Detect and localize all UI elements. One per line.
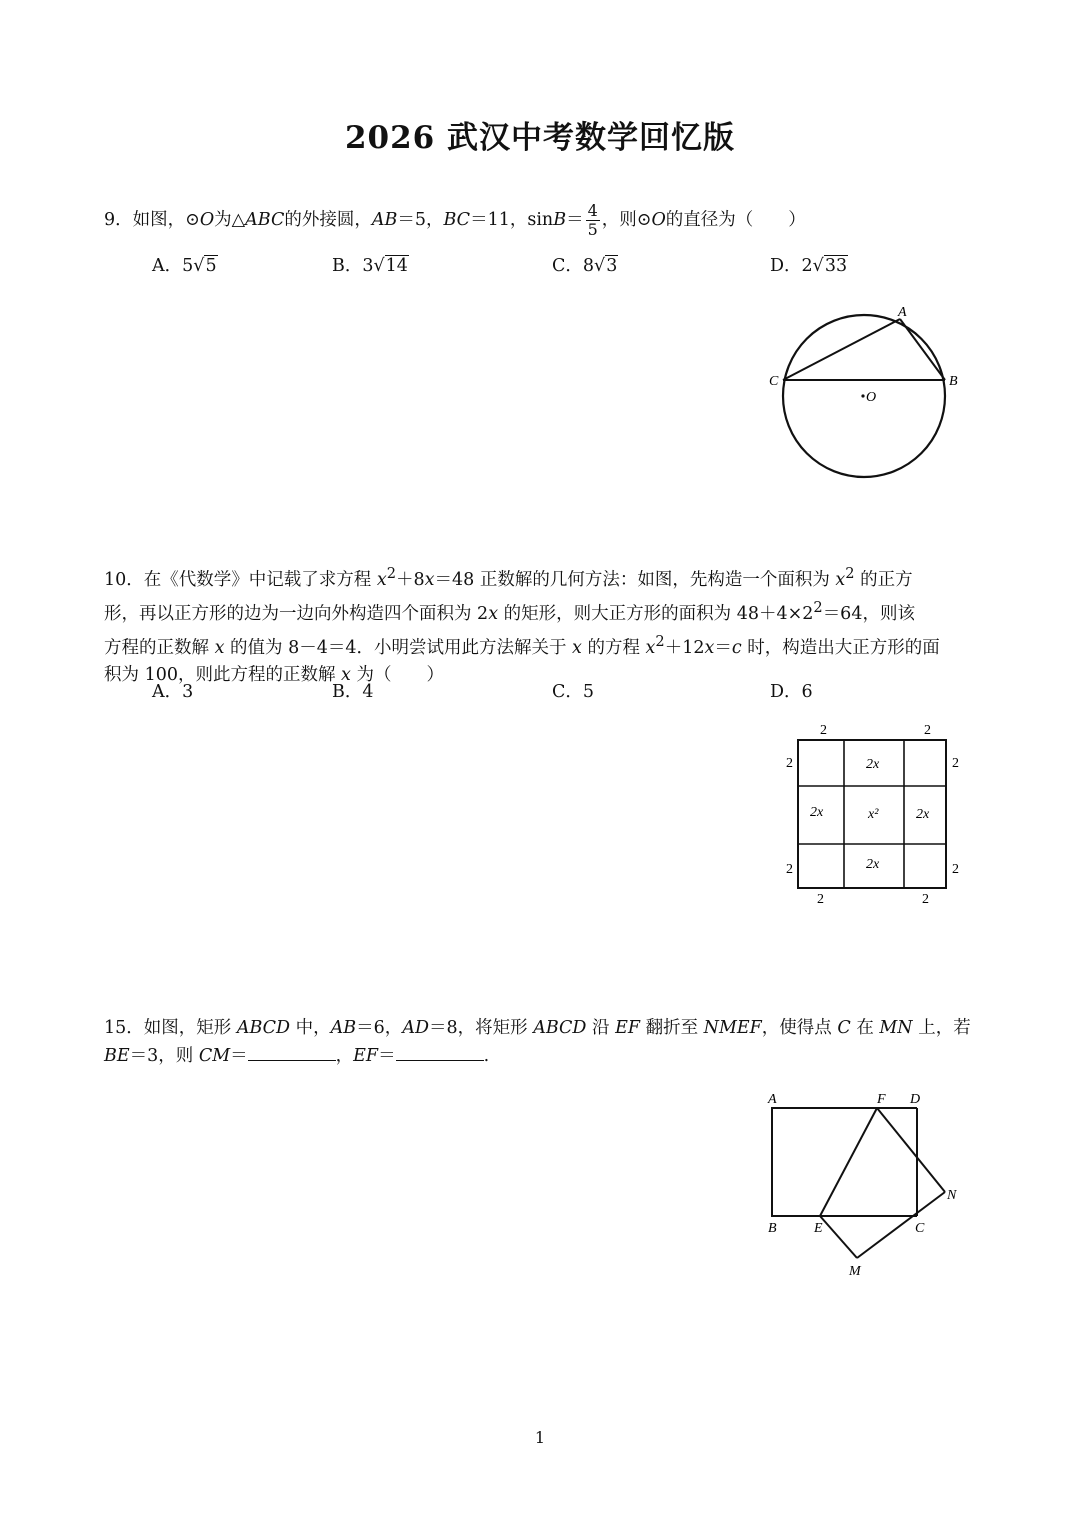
var: EF — [615, 1018, 640, 1038]
var: ABCD — [236, 1018, 291, 1038]
page-number: 1 — [534, 1428, 546, 1447]
radicand: 14 — [385, 256, 408, 276]
q15-line-2 — [104, 1042, 984, 1070]
dim-label: 2 — [922, 892, 929, 907]
radicand: 3 — [606, 256, 618, 276]
var: x — [704, 637, 715, 658]
area-label: 2x — [866, 757, 880, 772]
dim-label: 2 — [952, 862, 959, 877]
var: BC — [443, 210, 471, 230]
text: ＋12 — [664, 637, 705, 658]
q9-circle-figure — [760, 300, 970, 490]
q10-option-d[interactable] — [770, 678, 813, 703]
text: 的矩形，则大正方形的面积为 48＋4×2 — [498, 603, 814, 624]
q10-square-figure — [780, 718, 970, 908]
coef: 2 — [801, 256, 813, 276]
text: 在 — [850, 1018, 880, 1038]
option-label: A． — [152, 682, 183, 702]
area-label: 2x — [866, 857, 880, 872]
radicand: 33 — [824, 256, 848, 276]
text: 翻折至 — [640, 1018, 704, 1038]
var: MN — [879, 1018, 913, 1038]
q9-option-a[interactable] — [152, 252, 218, 277]
var: ABCD — [533, 1018, 587, 1038]
label-e: E — [814, 1221, 823, 1236]
var: O — [651, 210, 666, 230]
var: x — [341, 665, 351, 686]
text: ＝5， — [397, 210, 444, 230]
var: O — [199, 210, 215, 230]
option-value: 5 — [582, 682, 595, 702]
coef: 3 — [362, 256, 374, 276]
label-c: C — [769, 374, 779, 389]
text: 时，构造出大正方形的面 — [741, 637, 940, 658]
var: x — [424, 569, 435, 590]
var: x — [376, 569, 387, 590]
segment-fe — [820, 1108, 877, 1216]
rectangle-abcd-remaining — [772, 1108, 877, 1216]
question-10-stem — [104, 560, 984, 689]
fraction-numerator: 4 — [587, 201, 598, 220]
coef: 5 — [182, 256, 194, 276]
dim-label: 2 — [820, 723, 827, 738]
text: 为△ — [214, 210, 246, 230]
text: 中， — [290, 1018, 331, 1038]
option-label: A． — [152, 256, 183, 276]
text: 上，若 — [912, 1018, 971, 1038]
label-a: A — [768, 1092, 777, 1107]
var: x — [214, 637, 225, 658]
var: x — [645, 637, 656, 658]
dim-label: 2 — [952, 756, 959, 771]
area-label-center: x² — [868, 807, 879, 822]
segment-ab — [900, 319, 945, 380]
q15-fold-figure — [760, 1086, 970, 1282]
fraction — [586, 202, 600, 239]
text: 如图，⊙ — [132, 210, 200, 230]
q10-option-c[interactable] — [552, 678, 594, 703]
text: 沿 — [586, 1018, 616, 1038]
text: 的外接圆， — [284, 210, 372, 230]
text: 如图，矩形 — [143, 1018, 237, 1038]
dim-label: 2 — [924, 723, 931, 738]
var: AD — [402, 1018, 429, 1038]
var: AB — [371, 210, 398, 230]
answer-blank-ef[interactable] — [396, 1042, 484, 1061]
var: C — [837, 1018, 851, 1038]
text: 在《代数学》中记载了求方程 — [143, 569, 377, 590]
text: 积为 100，则此方程的正数解 — [104, 665, 342, 686]
text: ＝8，将矩形 — [428, 1018, 534, 1038]
q10-line-3 — [104, 628, 984, 662]
question-number: 15． — [104, 1018, 144, 1038]
label-a: A — [898, 305, 907, 320]
text: ＝ — [714, 637, 732, 658]
text: 方程的正数解 — [104, 637, 215, 658]
question-9-stem — [104, 202, 806, 239]
text: ＝11，sin — [470, 210, 554, 230]
text: ，则⊙ — [601, 210, 652, 230]
label-d: D — [910, 1092, 921, 1107]
text: ＝ — [378, 1046, 396, 1066]
var: AB — [330, 1018, 357, 1038]
dim-label: 2 — [817, 892, 824, 907]
var: x — [488, 603, 499, 624]
q10-line-2 — [104, 594, 984, 628]
q10-option-b[interactable] — [332, 678, 374, 703]
var: x — [572, 637, 582, 658]
text: 的正方 — [854, 569, 913, 590]
option-value: 3 — [182, 682, 194, 702]
sqrt: √5 — [193, 256, 217, 276]
area-label: 2x — [810, 805, 824, 820]
exponent: 2 — [386, 565, 396, 582]
q10-line-1 — [104, 560, 984, 594]
option-label: D． — [770, 256, 802, 276]
option-label: B． — [332, 682, 363, 702]
q9-option-c[interactable] — [552, 252, 618, 277]
q15-line-1 — [104, 1014, 984, 1042]
text: ＝48 正数解的几何方法：如图，先构造一个面积为 — [434, 569, 836, 590]
text: ＋8 — [396, 569, 425, 590]
text: ＝6， — [356, 1018, 403, 1038]
text: ， — [335, 1046, 354, 1066]
var: x — [835, 569, 846, 590]
q9-option-b[interactable] — [332, 252, 409, 277]
area-label: 2x — [916, 807, 930, 822]
var: ABC — [245, 210, 285, 230]
var: NMEF — [703, 1018, 762, 1038]
question-number: 10． — [104, 569, 144, 590]
segment-ca — [783, 319, 900, 380]
option-label: B． — [332, 256, 363, 276]
text: 的值为 8－4＝4．小明尝试用此方法解关于 — [224, 637, 573, 658]
text: 形，再以正方形的边为一边向外构造四个面积为 2 — [104, 603, 489, 624]
dim-label: 2 — [786, 756, 793, 771]
text: 的方程 — [581, 637, 646, 658]
sqrt: √3 — [594, 256, 618, 276]
option-label: D． — [770, 682, 802, 702]
var: c — [731, 637, 742, 658]
label-o: O — [866, 390, 877, 405]
option-label: C． — [552, 256, 583, 276]
text: ＝ — [566, 210, 584, 230]
text: . — [483, 1046, 490, 1066]
page-title: 2026 武汉中考数学回忆版 — [344, 120, 736, 156]
coef: 8 — [582, 256, 595, 276]
center-point — [861, 394, 864, 397]
segment-nm — [857, 1192, 945, 1258]
label-f: F — [877, 1092, 886, 1107]
sqrt: √33 — [812, 256, 848, 276]
q10-line-4 — [104, 661, 984, 689]
exponent: 2 — [813, 598, 823, 616]
fraction-denominator: 5 — [587, 220, 598, 239]
radicand: 5 — [205, 256, 217, 276]
option-value: 4 — [362, 682, 374, 702]
text: ＝3，则 — [129, 1046, 199, 1066]
label-m: M — [849, 1264, 861, 1279]
var: BE — [104, 1046, 130, 1066]
label-c: C — [915, 1221, 925, 1236]
exponent: 2 — [845, 565, 855, 582]
q9-option-d[interactable] — [770, 252, 848, 277]
dim-label: 2 — [786, 862, 793, 877]
var: B — [553, 210, 567, 230]
sqrt: √14 — [373, 256, 408, 276]
segment-me — [820, 1216, 857, 1258]
label-b: B — [949, 374, 958, 389]
text: 的直径为（ ） — [665, 210, 806, 230]
q10-option-a[interactable] — [152, 678, 193, 703]
text: ，使得点 — [761, 1018, 838, 1038]
answer-blank-cm[interactable] — [248, 1042, 336, 1061]
text: ＝64，则该 — [822, 603, 915, 624]
option-label: C． — [552, 682, 583, 702]
var: CM — [198, 1046, 231, 1066]
question-number: 9． — [104, 210, 133, 230]
text: 为（ ） — [350, 665, 444, 686]
label-n: N — [947, 1188, 957, 1203]
exponent: 2 — [655, 632, 665, 650]
option-value: 6 — [801, 682, 813, 702]
question-15-stem — [104, 1014, 984, 1070]
var: EF — [353, 1046, 379, 1066]
text: ＝ — [230, 1046, 248, 1066]
label-b: B — [768, 1221, 777, 1236]
segment-fn — [877, 1108, 945, 1192]
